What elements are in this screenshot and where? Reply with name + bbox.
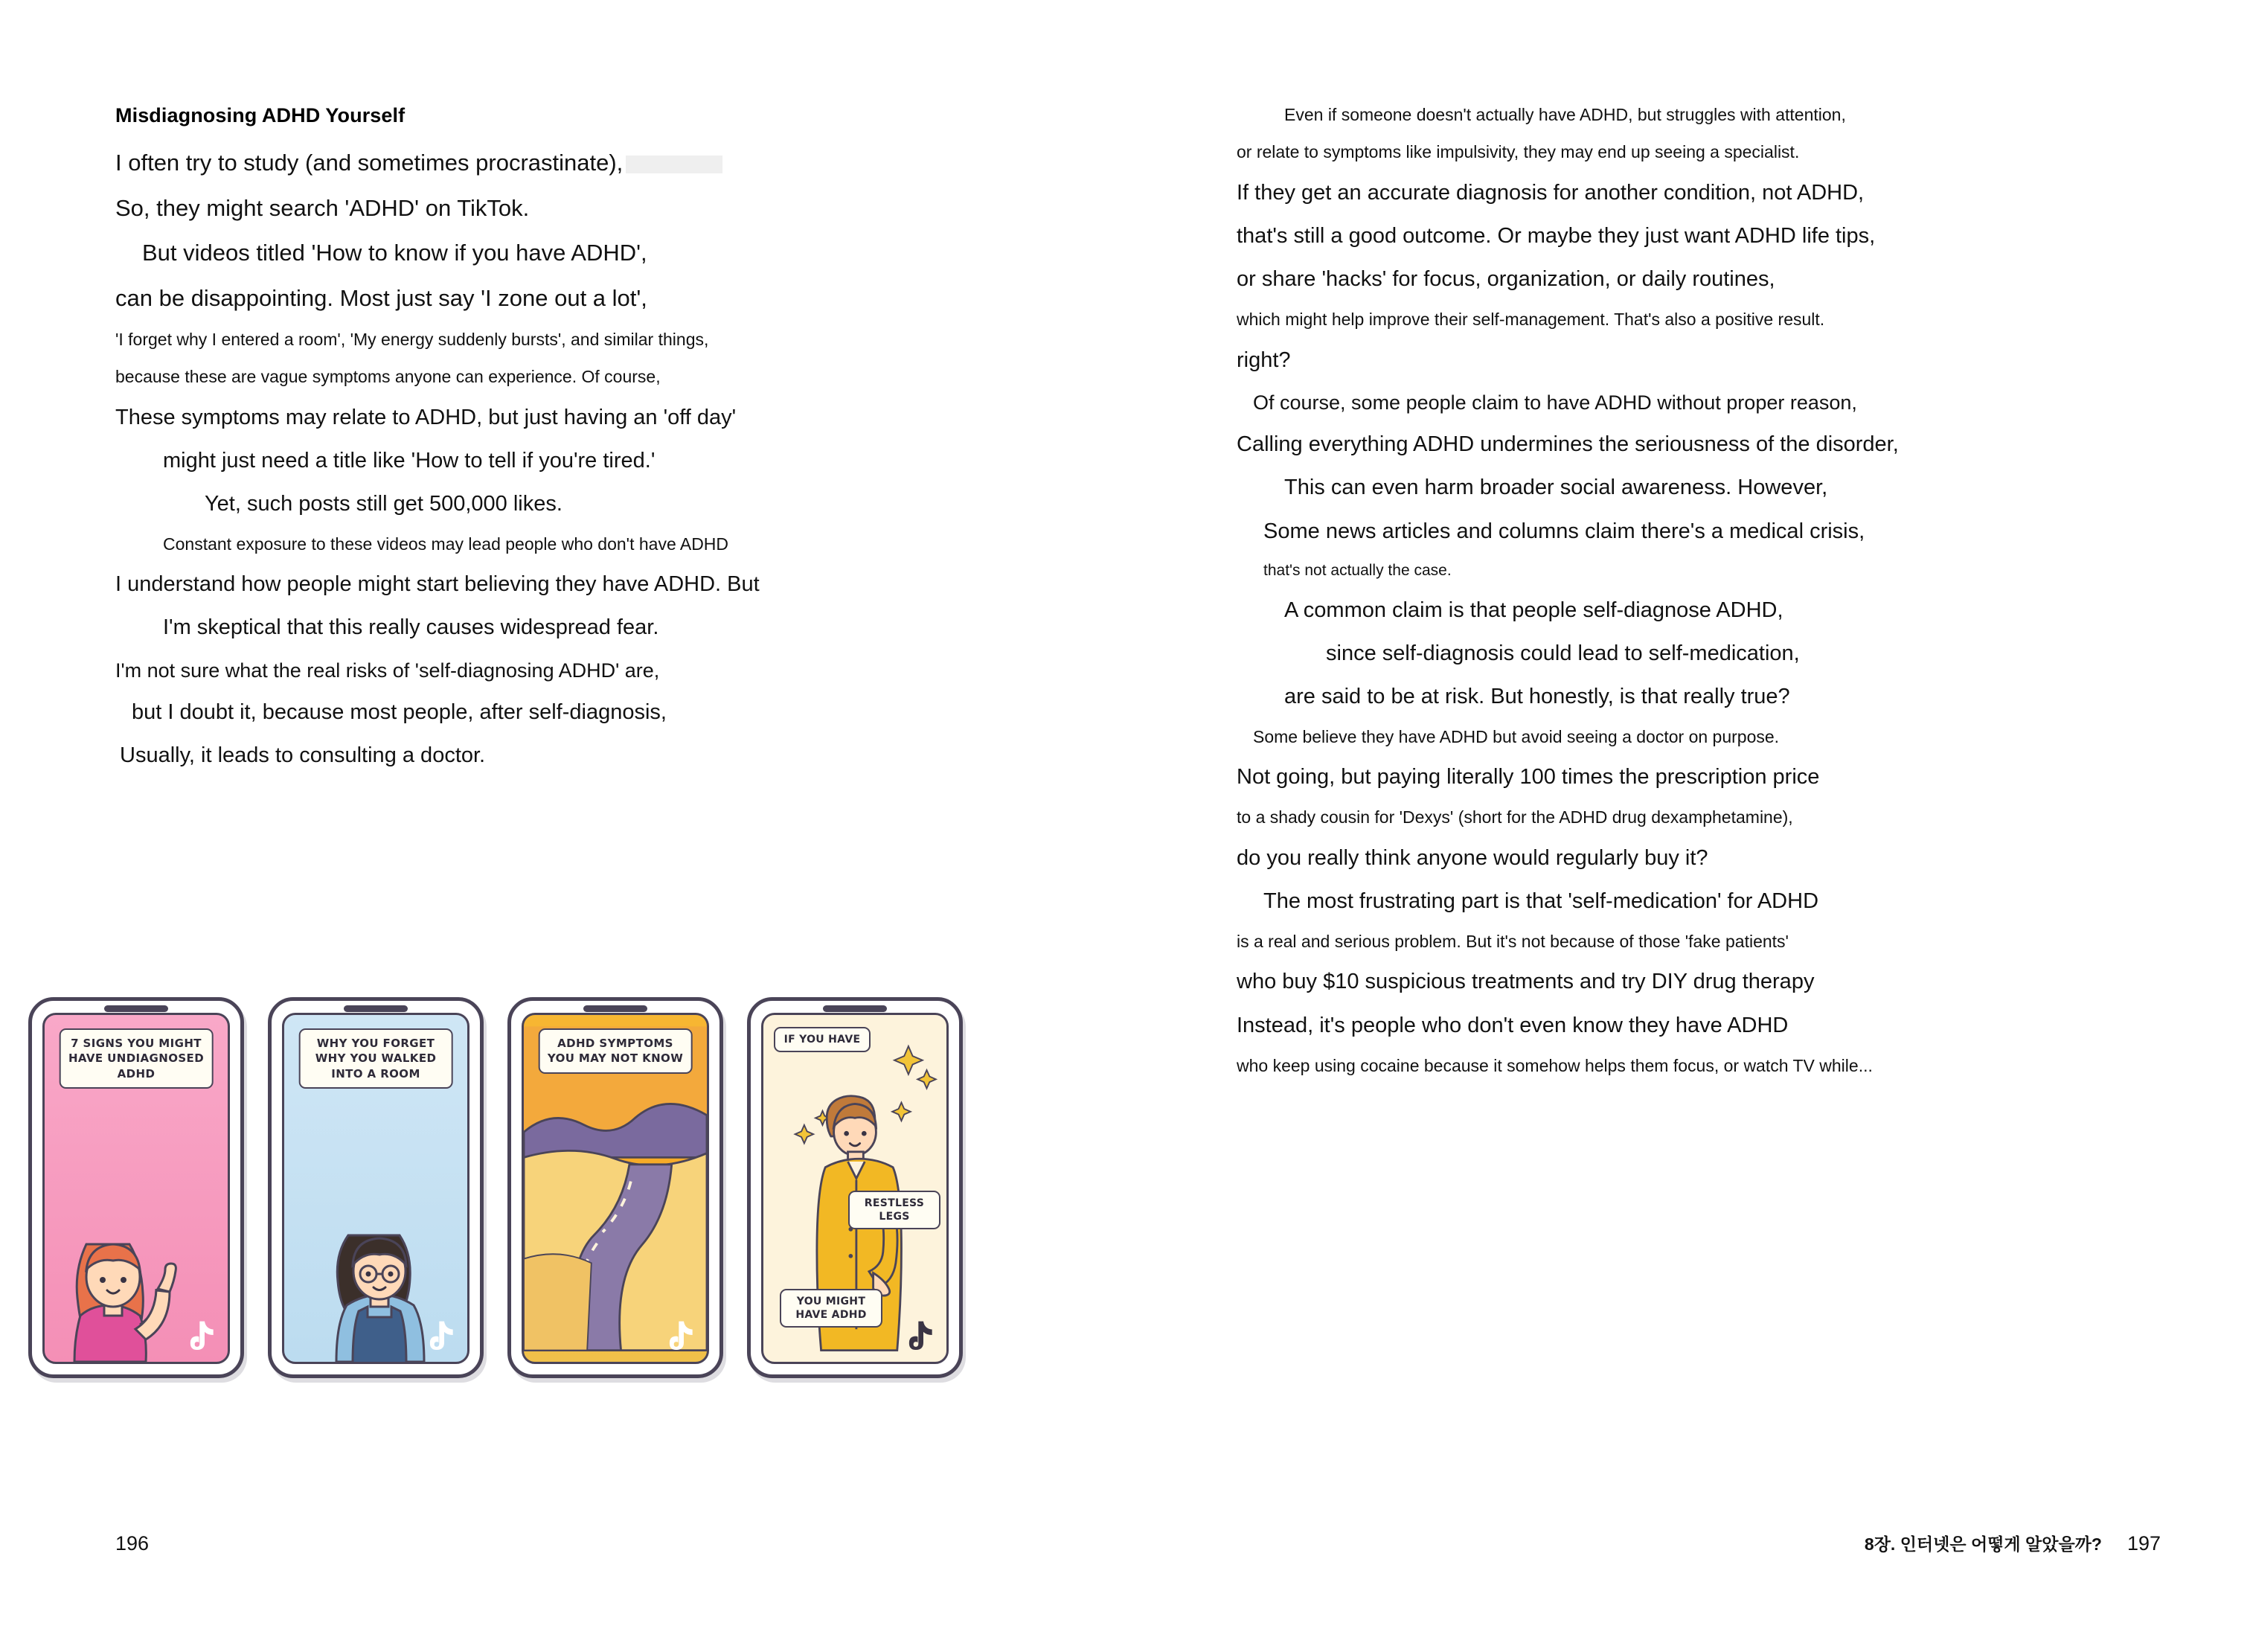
body-line: right? bbox=[1237, 348, 1291, 372]
illustration-person-pointing bbox=[58, 1176, 199, 1362]
body-line: Some news articles and columns claim there's a medical crisis, bbox=[1263, 519, 1865, 543]
body-line: Calling everything ADHD undermines the seriousness of the disorder, bbox=[1237, 432, 1899, 457]
phone-mockup-2 bbox=[268, 997, 484, 1378]
phone-mockup-4 bbox=[747, 997, 963, 1378]
body-line: but I doubt it, because most people, after self-diagnosis, bbox=[132, 700, 667, 725]
body-line: So, they might search 'ADHD' on TikTok. bbox=[115, 194, 530, 221]
video-caption: 7 SIGNS YOU MIGHT HAVE UNDIAGNOSED ADHD bbox=[60, 1028, 214, 1089]
body-line: But videos titled 'How to know if you have ADHD', bbox=[142, 240, 647, 266]
body-line: do you really think anyone would regularly buy it? bbox=[1237, 845, 1708, 870]
body-line: Constant exposure to these videos may lead people who don't have ADHD bbox=[163, 534, 729, 554]
body-line: These symptoms may relate to ADHD, but just having an 'off day' bbox=[115, 405, 737, 429]
tiktok-logo-icon bbox=[426, 1319, 455, 1351]
phone-mockup-3 bbox=[507, 997, 723, 1378]
body-line: who buy $10 suspicious treatments and try DIY drug therapy bbox=[1237, 970, 1815, 994]
phone-notch bbox=[583, 1005, 647, 1012]
phone-notch bbox=[823, 1005, 887, 1012]
body-line: A common claim is that people self-diagnose ADHD, bbox=[1284, 598, 1783, 622]
body-line: because these are vague symptoms anyone can experience. Of course, bbox=[115, 367, 661, 387]
body-line: since self-diagnosis could lead to self-medication, bbox=[1326, 641, 1800, 665]
running-head: 8장. 인터넷은 어떻게 알았을까? bbox=[1864, 1534, 2102, 1554]
body-line: that's still a good outcome. Or maybe they just want ADHD life tips, bbox=[1237, 223, 1876, 248]
body-line: The most frustrating part is that 'self-medication' for ADHD bbox=[1263, 889, 1819, 913]
body-line: I'm not sure what the real risks of 'self-diagnosing ADHD' are, bbox=[115, 659, 660, 682]
body-line: Even if someone doesn't actually have ADHD, but struggles with attention, bbox=[1284, 105, 1846, 124]
tiktok-logo-icon bbox=[665, 1319, 695, 1351]
video-caption: ADHD SYMPTOMS YOU MAY NOT KNOW bbox=[539, 1028, 693, 1074]
tiktok-phones-illustration bbox=[15, 997, 1057, 1384]
body-line: is a real and serious problem. But it's not because of those 'fake patients' bbox=[1237, 932, 1789, 952]
video-caption: WHY YOU FORGET WHY YOU WALKED INTO A ROOM bbox=[299, 1028, 453, 1089]
phone-screen bbox=[761, 1013, 949, 1364]
body-line: Usually, it leads to consulting a doctor. bbox=[120, 743, 486, 768]
page-title: Misdiagnosing ADHD Yourself bbox=[115, 104, 406, 127]
body-line: to a shady cousin for 'Dexys' (short for the ADHD drug dexamphetamine), bbox=[1237, 807, 1793, 827]
page-number-left: 196 bbox=[115, 1532, 150, 1555]
body-line: that's not actually the case. bbox=[1263, 561, 1452, 579]
body-line: or share 'hacks' for focus, organization, or daily routines, bbox=[1237, 267, 1775, 292]
body-line: I'm skeptical that this really causes widespread fear. bbox=[163, 615, 659, 640]
body-line: are said to be at risk. But honestly, is that really true? bbox=[1284, 684, 1790, 708]
body-line: I often try to study (and sometimes procrastinate), bbox=[115, 148, 1013, 178]
page-number-right: 197 bbox=[2126, 1532, 2161, 1555]
phone-screen bbox=[282, 1013, 469, 1364]
body-line: I understand how people might start believing they have ADHD. But bbox=[115, 572, 760, 597]
redaction-block bbox=[626, 156, 722, 173]
phone-notch bbox=[104, 1005, 168, 1012]
body-line: Yet, such posts still get 500,000 likes. bbox=[205, 491, 562, 516]
body-line: 'I forget why I entered a room', 'My energy suddenly bursts', and similar things, bbox=[115, 329, 709, 349]
body-line: Some believe they have ADHD but avoid seeing a doctor on purpose. bbox=[1253, 726, 1780, 746]
body-line: can be disappointing. Most just say 'I zone out a lot', bbox=[115, 285, 647, 312]
video-bubble-mid: RESTLESS LEGS bbox=[848, 1191, 940, 1229]
body-line: If they get an accurate diagnosis for another condition, not ADHD, bbox=[1237, 180, 1865, 205]
right-page bbox=[1125, 0, 2250, 1652]
body-line: Of course, some people claim to have ADHD without proper reason, bbox=[1253, 391, 1857, 414]
phone-screen bbox=[42, 1013, 230, 1364]
phone-notch bbox=[344, 1005, 408, 1012]
body-line: Not going, but paying literally 100 times the prescription price bbox=[1237, 765, 1820, 790]
video-caption: IF YOU HAVE bbox=[774, 1027, 871, 1052]
body-line: Instead, it's people who don't even know they have ADHD bbox=[1237, 1013, 1789, 1037]
body-line: which might help improve their self-management. That's also a positive result. bbox=[1237, 310, 1825, 330]
body-line: or relate to symptoms like impulsivity, they may end up seeing a specialist. bbox=[1237, 142, 1800, 162]
phone-mockup-1 bbox=[28, 997, 244, 1378]
body-line: This can even harm broader social awareness. However, bbox=[1284, 476, 1828, 500]
body-line: might just need a title like 'How to tell if you're tired.' bbox=[163, 448, 656, 473]
tiktok-logo-icon bbox=[186, 1319, 216, 1351]
body-line: who keep using cocaine because it somehow helps them focus, or watch TV while... bbox=[1237, 1055, 1873, 1075]
tiktok-logo-icon bbox=[905, 1319, 935, 1351]
page-footer-right bbox=[1865, 1531, 2161, 1555]
phone-screen bbox=[522, 1013, 709, 1364]
video-bubble-bottom: YOU MIGHT HAVE ADHD bbox=[780, 1289, 882, 1328]
